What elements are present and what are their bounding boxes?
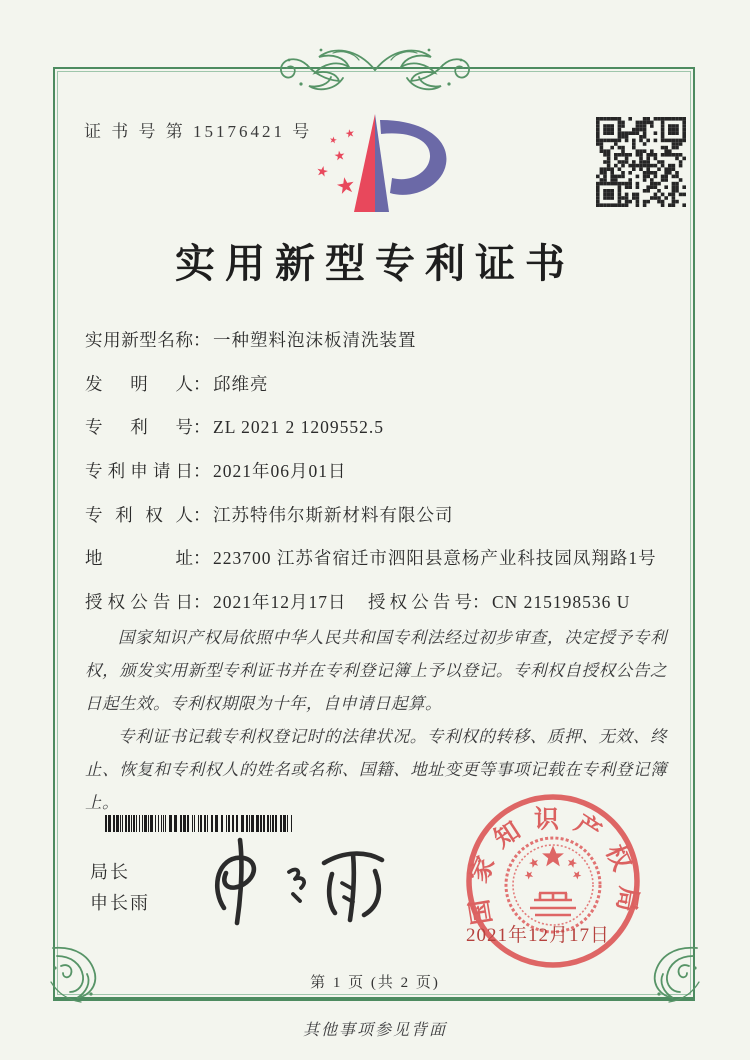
field-row-patentee xyxy=(85,502,669,546)
field-colon: ： xyxy=(472,592,490,613)
field-row-filing-date xyxy=(85,458,669,502)
grant-number-value: CN 215198536 U xyxy=(492,592,631,613)
qr-code-icon xyxy=(596,117,686,207)
field-label: 授权公告日 xyxy=(85,592,193,613)
field-label: 授权公告号 xyxy=(368,592,472,613)
patentee-value: 江苏特伟尔斯新材料有限公司 xyxy=(213,504,454,525)
certificate-fields xyxy=(85,327,669,633)
logo-star-icon: ★ xyxy=(333,148,347,165)
back-side-note: 其他事项参见背面 xyxy=(302,1022,447,1039)
field-colon: ： xyxy=(193,548,211,569)
grant-date-value: 2021年12月17日 xyxy=(213,592,347,613)
field-colon: ： xyxy=(193,330,211,350)
field-colon: ： xyxy=(193,417,211,438)
field-label: 发明人 xyxy=(85,373,193,394)
logo-star-icon: ★ xyxy=(343,126,357,141)
patent-number-value: ZL 2021 2 1209552.5 xyxy=(213,417,384,438)
field-row-inventor xyxy=(85,371,669,415)
top-border-ornament-icon xyxy=(263,40,487,98)
field-label: 地址 xyxy=(85,548,193,569)
field-row-patent-no xyxy=(85,414,669,458)
utility-model-name-value: 一种塑料泡沫板清洗装置 xyxy=(213,330,417,350)
logo-star-icon: ★ xyxy=(314,162,331,182)
cnipa-logo-icon xyxy=(296,110,462,216)
certificate-number: 证 书 号 第 15176421 号 xyxy=(84,122,313,141)
address-value: 223700 江苏省宿迁市泗阳县意杨产业科技园凤翔路1号 xyxy=(213,548,657,569)
field-label: 实用新型名称 xyxy=(85,330,193,350)
field-label: 专利号 xyxy=(85,417,193,438)
field-label: 专利申请日 xyxy=(85,461,193,482)
field-row-address xyxy=(85,545,669,589)
grant-number-pair xyxy=(368,589,630,614)
handwritten-signature-icon xyxy=(196,830,406,930)
certificate-title: 实用新型专利证书 xyxy=(175,241,575,286)
filing-date-value: 2021年06月01日 xyxy=(213,461,347,482)
commissioner-name: 申长雨 xyxy=(90,893,150,913)
field-colon: ： xyxy=(193,592,211,613)
inventor-value: 邱维亮 xyxy=(213,373,269,394)
legal-paragraph-2: 专利证书记载专利权登记时的法律状况。专利权的转移、质押、无效、终止、恢复和专利权人的姓名或名称、国籍、地址变更等事项记载在专利登记簿上。 xyxy=(85,727,667,812)
logo-star-icon: ★ xyxy=(333,172,358,201)
logo-star-icon: ★ xyxy=(328,135,338,147)
legal-paragraph-1: 国家知识产权局依照中华人民共和国专利法经过初步审查，决定授予专利权，颁发实用新型专利证书并在专利登记簿上予以登记。专利权自授权公告之日起生效。专利权期限为十年，自申请日起算。 xyxy=(85,628,667,713)
field-colon: ： xyxy=(193,504,211,525)
field-colon: ： xyxy=(193,373,211,394)
field-row-name xyxy=(85,327,669,371)
field-colon: ： xyxy=(193,461,211,482)
svg-text:国家知识产权局: 国家知识产权局 xyxy=(464,806,642,927)
commissioner-title: 局长 xyxy=(90,862,130,882)
field-label: 专利权人 xyxy=(85,504,193,525)
commissioner-block xyxy=(90,857,150,919)
page-number: 第 1 页 (共 2 页) xyxy=(310,975,440,991)
seal-date: 2021年12月17日 xyxy=(466,925,611,946)
